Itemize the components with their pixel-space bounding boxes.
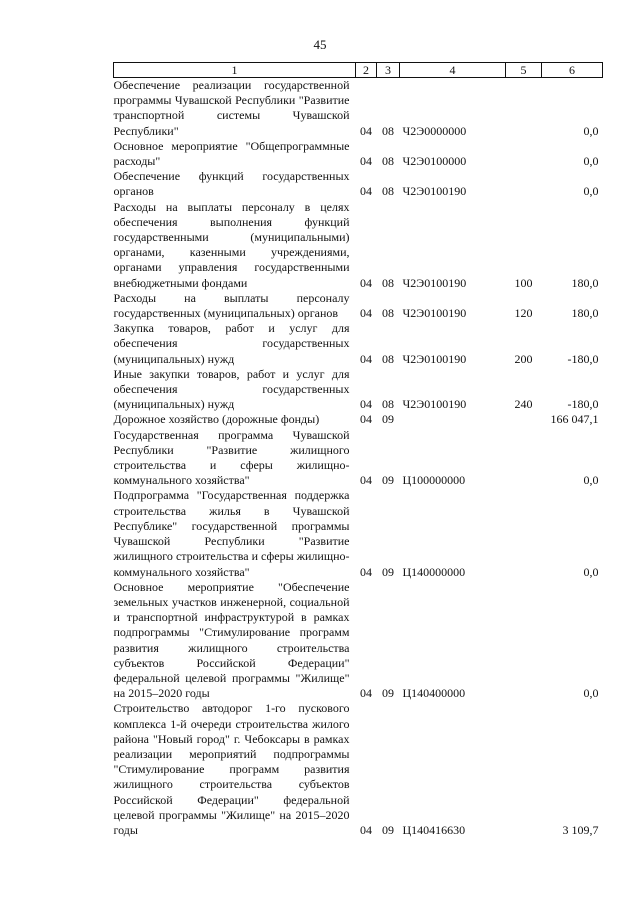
row-expense-type: 240 [514, 397, 533, 412]
row-subsection-code: 08 [382, 154, 394, 169]
row-name: Закупка товаров, работ и услуг для обеспечения государственных (муниципальных) нужд [113, 321, 350, 366]
row-amount: 0,0 [583, 123, 599, 138]
table-row [114, 412, 603, 427]
row-expense-type [506, 139, 542, 169]
row-target-code: Ч2Э0100000 [402, 154, 467, 169]
row-target-code: Ц100000000 [402, 473, 466, 488]
row-expense-type [506, 488, 542, 579]
row-subsection-code: 09 [382, 822, 394, 837]
table-row [114, 200, 603, 291]
row-subsection-code: 08 [382, 275, 394, 290]
row-section-code: 04 [360, 564, 372, 579]
column-header-4: 4 [400, 63, 506, 78]
row-amount: 180,0 [571, 306, 599, 321]
row-subsection-code: 08 [382, 306, 394, 321]
row-amount: -180,0 [567, 397, 599, 412]
row-amount: 180,0 [571, 275, 599, 290]
row-subsection-code: 09 [382, 473, 394, 488]
column-header-6: 6 [542, 63, 603, 78]
table-header-row [114, 63, 603, 78]
row-subsection-code: 08 [382, 397, 394, 412]
row-target-code: Ц140416630 [402, 822, 466, 837]
row-amount: 0,0 [583, 686, 599, 701]
row-name: Иные закупки товаров, работ и услуг для обеспечения государственных (муниципальных) нужд [113, 366, 350, 412]
row-expense-type [506, 412, 542, 427]
table-row [114, 428, 603, 489]
column-header-3: 3 [377, 63, 400, 78]
row-section-code: 04 [360, 397, 372, 412]
row-subsection-code: 09 [382, 686, 394, 701]
row-section-code: 04 [360, 686, 372, 701]
budget-table [113, 62, 603, 838]
row-target-code: Ч2Э0100190 [402, 275, 467, 290]
column-header-1: 1 [114, 63, 356, 78]
row-section-code: 04 [360, 822, 372, 837]
column-header-2: 2 [356, 63, 377, 78]
row-name: Основное мероприятие "Обеспечение земельных участков инженерной, социальной и транспортной инфраструктурой в рамках подпрограммы "Стимулирование программ развития жилищного строительства субъектов Российской Федерации" федеральной целевой программы "Жилище" на 2015–2020 годы [113, 579, 350, 701]
row-target-code: Ч2Э0100190 [402, 184, 467, 199]
row-section-code: 04 [360, 154, 372, 169]
row-amount: 0,0 [583, 473, 599, 488]
row-expense-type [506, 580, 542, 702]
row-amount: 3 109,7 [562, 822, 599, 837]
row-expense-type [506, 169, 542, 199]
row-amount: 0,0 [583, 564, 599, 579]
row-name: Обеспечение реализации государственной программы Чувашской Республики "Развитие транспортной системы Чувашской Республики" [113, 78, 350, 138]
table-row [114, 580, 603, 702]
row-name: Обеспечение функций государственных органов [113, 169, 350, 199]
row-expense-type: 200 [514, 351, 533, 366]
row-section-code: 04 [360, 351, 372, 366]
row-target-code [400, 412, 506, 427]
row-target-code: Ч2Э0100190 [402, 351, 467, 366]
row-target-code: Ц140000000 [402, 564, 466, 579]
row-subsection-code: 08 [382, 184, 394, 199]
row-target-code: Ч2Э0100190 [402, 397, 467, 412]
row-name: Основное мероприятие "Общепрограммные расходы" [113, 138, 350, 169]
row-name: Строительство автодорог 1-го пускового комплекса 1-й очереди строительства жилого района "Новый город" г. Чебоксары в рамках реализации мероприятий подпрограммы "Стимулирование программ развития жилищного строительства субъектов Российской Федерации" федеральной целевой программы "Жилище" на 2015–2020 годы [113, 701, 350, 837]
table-row [114, 367, 603, 413]
row-expense-type: 100 [514, 275, 533, 290]
row-target-code: Ц140400000 [402, 686, 466, 701]
row-name: Расходы на выплаты персоналу государственных (муниципальных) органов [113, 290, 350, 321]
table-row [114, 701, 603, 838]
row-name: Дорожное хозяйство (дорожные фонды) [113, 412, 320, 427]
table-row [114, 488, 603, 579]
page-number: 45 [313, 37, 327, 52]
table-row [114, 291, 603, 321]
row-target-code: Ч2Э0000000 [402, 123, 467, 138]
row-expense-type [506, 78, 542, 139]
table-row [114, 169, 603, 199]
row-section-code: 04 [360, 184, 372, 199]
row-name: Расходы на выплаты персоналу в целях обеспечения выполнения функций государственными (муниципальными) органами, казенными учреждениями, органами управления государственными внебюджетными фондами [113, 199, 350, 290]
row-expense-type [506, 701, 542, 838]
column-header-5: 5 [506, 63, 542, 78]
row-amount: 0,0 [583, 184, 599, 199]
row-section-code: 04 [360, 123, 372, 138]
row-subsection-code: 08 [382, 123, 394, 138]
row-amount: -180,0 [567, 351, 599, 366]
table-row [114, 139, 603, 169]
row-section-code: 04 [360, 306, 372, 321]
row-amount: 0,0 [583, 154, 599, 169]
row-amount: 166 047,1 [550, 412, 599, 427]
row-name: Государственная программа Чувашской Республики "Развитие жилищного строительства и сферы жилищно-коммунального хозяйства" [113, 427, 350, 488]
table-row [114, 78, 603, 139]
table-row [114, 321, 603, 367]
row-section-code: 04 [360, 473, 372, 488]
row-subsection-code: 09 [382, 412, 394, 427]
row-expense-type: 120 [514, 306, 533, 321]
row-expense-type [506, 428, 542, 489]
row-target-code: Ч2Э0100190 [402, 306, 467, 321]
row-subsection-code: 08 [382, 351, 394, 366]
row-section-code: 04 [360, 412, 372, 427]
row-section-code: 04 [360, 275, 372, 290]
row-subsection-code: 09 [382, 564, 394, 579]
row-name: Подпрограмма "Государственная поддержка строительства жилья в Чувашской Республике" государственной программы Чувашской Республики "Развитие жилищного строительства и сферы жилищно-коммунального хозяйства" [113, 488, 350, 579]
